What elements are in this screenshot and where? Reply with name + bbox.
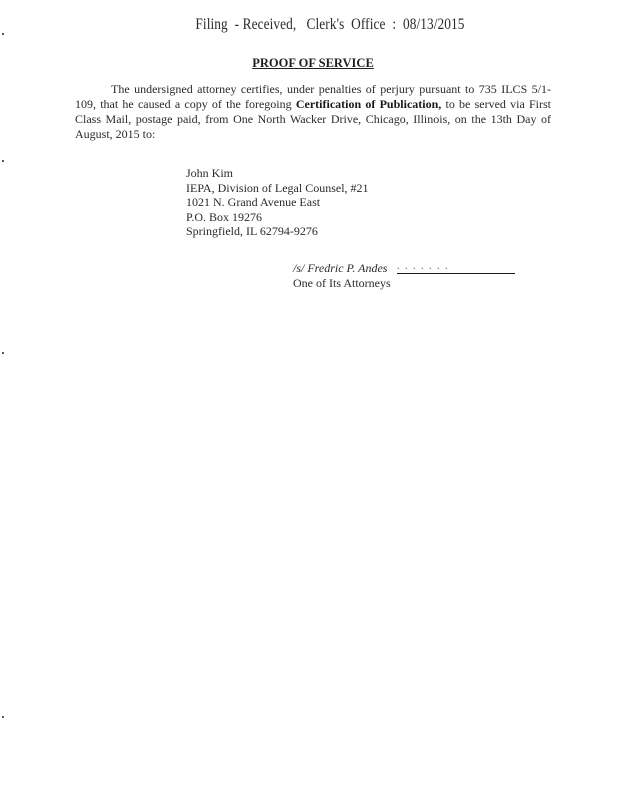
margin-mark xyxy=(2,716,4,718)
address-line-1: IEPA, Division of Legal Counsel, #21 xyxy=(186,180,369,195)
address-line-4: Springfield, IL 62794-9276 xyxy=(186,224,318,238)
recipient-name: John Kim xyxy=(186,166,234,180)
body-text-bold: Certification of Publication, xyxy=(295,97,442,111)
filing-stamp-header: Filing - Received, Clerk's Office : 08/13/2015 xyxy=(195,16,465,33)
signature-line xyxy=(293,261,449,276)
margin-mark xyxy=(2,33,4,35)
margin-mark xyxy=(2,352,4,354)
signature-block xyxy=(293,261,449,290)
certification-paragraph xyxy=(75,82,551,142)
body-text-part1: The undersigned attorney certifies, under penalties of perjury pursuant to 735 ILCS 5/1-109, that he caused a copy of the foregoing xyxy=(75,82,551,111)
recipient-address xyxy=(186,166,369,239)
address-line-3: P.O. Box 19276 xyxy=(186,209,263,224)
body-text-part2: to be served via First Class Mail, postage paid, from One North Wacker Drive, Chicago, Illinois, on the 13th Day of August, 2015 to: xyxy=(75,97,551,141)
signature-rule xyxy=(397,261,515,274)
address-line-2: 1021 N. Grand Avenue East xyxy=(186,195,321,209)
signer-role: One of Its Attorneys xyxy=(293,275,391,290)
margin-mark xyxy=(2,160,4,162)
signed-name: /s/ Fredric P. Andes xyxy=(293,261,388,275)
document-title: PROOF OF SERVICE xyxy=(252,56,374,70)
signature-dots: . . . . . . . xyxy=(397,261,449,272)
